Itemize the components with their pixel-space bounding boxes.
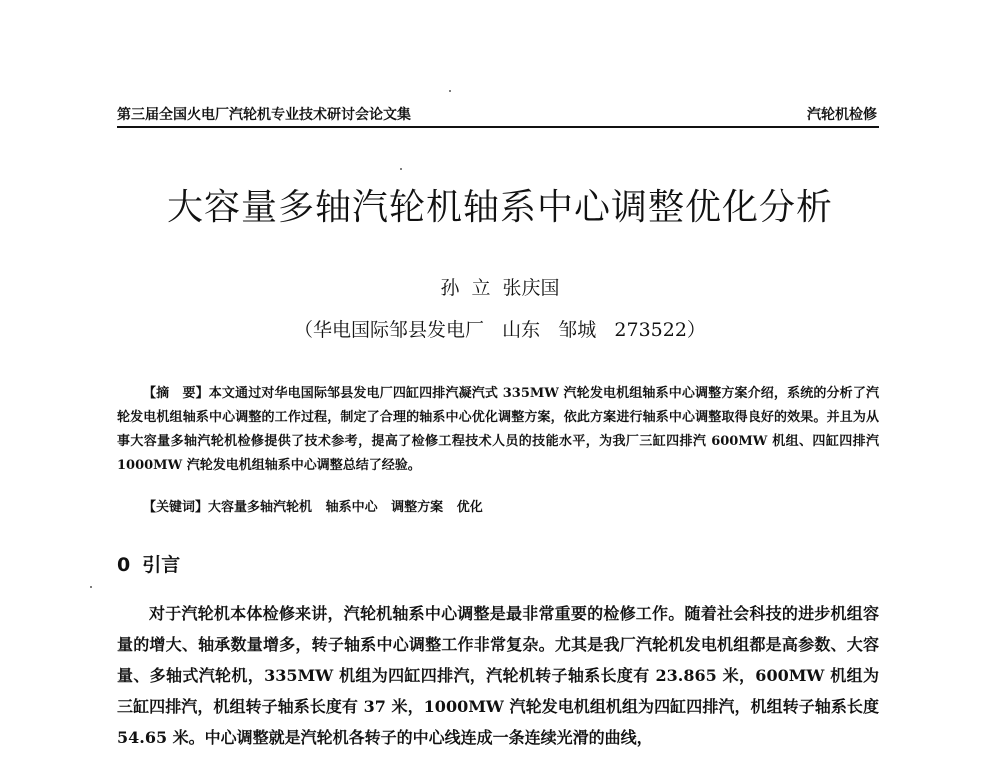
header-proceedings-title: 第三届全国火电厂汽轮机专业技术研讨会论文集 bbox=[117, 107, 411, 123]
abstract-label: 【摘 要】 bbox=[143, 386, 209, 401]
keywords-text: 大容量多轴汽轮机 轴系中心 调整方案 优化 bbox=[208, 500, 483, 515]
scan-speck bbox=[449, 90, 451, 92]
keywords-label: 【关键词】 bbox=[143, 500, 209, 515]
paper-title: 大容量多轴汽轮机轴系中心调整优化分析 bbox=[166, 187, 833, 228]
abstract bbox=[117, 382, 879, 478]
author-affiliation: （华电国际邹县发电厂 山东 邹城 273522） bbox=[294, 319, 706, 341]
paper-authors: 孙 立 张庆国 bbox=[440, 277, 560, 299]
section-heading bbox=[117, 552, 180, 578]
keywords bbox=[117, 496, 879, 520]
abstract-text: 本文通过对华电国际邹县发电厂四缸四排汽凝汽式 335MW 汽轮发电机组轴系中心调整方案介绍，系统的分析了汽轮发电机组轴系中心调整的工作过程，制定了合理的轴系中心优化调整方案，依此方案进行轴系中心调整取得良好的效果。并且为从事大容量多轴汽轮机检修提供了技术参考，提高了检修工程技术人员的技能水平，为我厂三缸四排汽 600MW 机组、四缸四排汽 1000MW 汽轮发电机组轴系中心调整总结了经验。 bbox=[117, 386, 879, 473]
running-header bbox=[117, 104, 879, 128]
section-number: 0 bbox=[117, 554, 131, 576]
section-title: 引言 bbox=[142, 554, 181, 576]
scan-speck bbox=[90, 586, 92, 588]
scan-speck bbox=[400, 168, 402, 170]
body-paragraph: 对于汽轮机本体检修来讲，汽轮机轴系中心调整是最非常重要的检修工作。随着社会科技的进步机组容量的增大、轴承数量增多，转子轴系中心调整工作非常复杂。尤其是我厂汽轮机发电机组都是高参数、大容量、多轴式汽轮机，335MW 机组为四缸四排汽，汽轮机转子轴系长度有 23.865 米，600MW 机组为三缸四排汽，机组转子轴系长度有 37 米，1000MW 汽轮发电机组机组为四缸四排汽，机组转子轴系长度 54.65 米。中心调整就是汽轮机各转子的中心线连成一条连续光滑的曲线， bbox=[117, 604, 879, 747]
header-section-name: 汽轮机检修 bbox=[807, 107, 877, 123]
